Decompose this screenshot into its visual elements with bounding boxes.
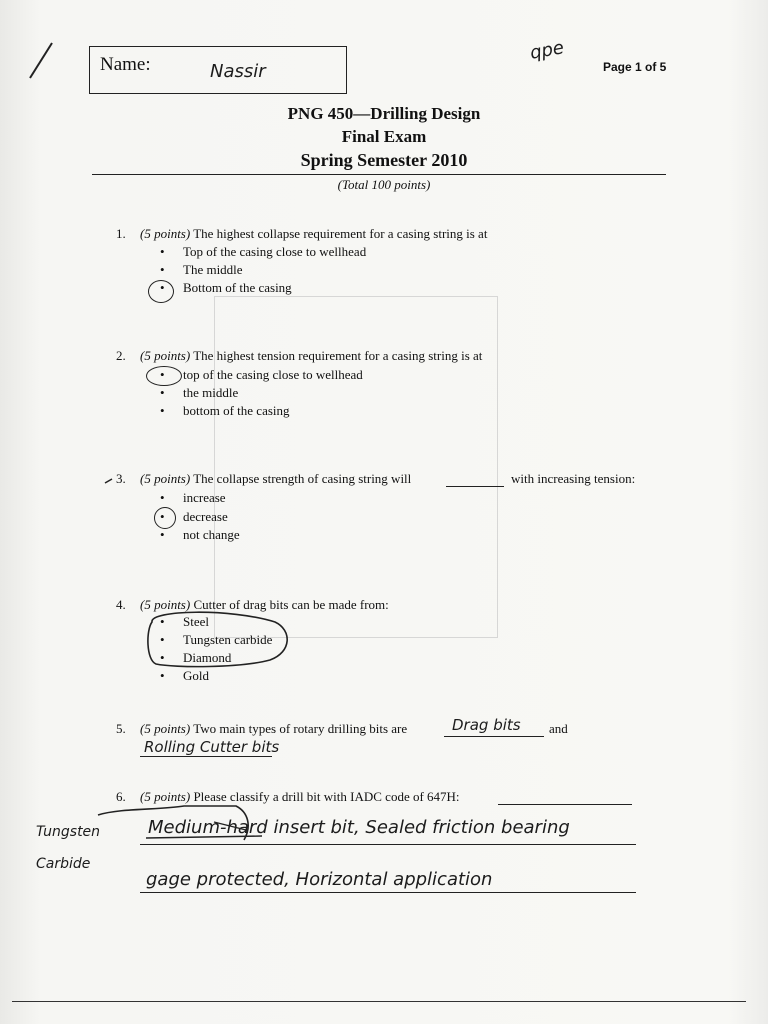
question-3-option-2: decrease xyxy=(183,509,228,524)
footer-rule xyxy=(12,1001,746,1002)
student-name: Nassir xyxy=(210,61,266,82)
page-number: Page 1 of 5 xyxy=(603,60,667,74)
question-1-option-3: Bottom of the casing xyxy=(183,280,292,295)
margin-note-carbide: Carbide xyxy=(36,856,91,872)
bullet: • xyxy=(160,632,165,647)
question-1-option-2: The middle xyxy=(183,262,243,277)
question-4-option-1: Steel xyxy=(183,614,209,629)
question-4-option-2: Tungsten carbide xyxy=(183,632,273,647)
question-4-option-4: Gold xyxy=(183,668,209,683)
grader-initials: qpe xyxy=(528,37,566,64)
question-5-text-after: and xyxy=(549,721,568,736)
question-5-answer-1: Drag bits xyxy=(452,716,521,734)
question-6-number: 6. xyxy=(116,789,126,804)
bullet: • xyxy=(160,244,165,259)
question-2-option-3: bottom of the casing xyxy=(183,403,290,418)
exam-title: Final Exam xyxy=(341,127,427,146)
name-label: Name: xyxy=(100,54,151,75)
bullet: • xyxy=(160,280,165,295)
bullet: • xyxy=(160,403,165,418)
question-1-text: The highest collapse requirement for a casing string is at xyxy=(193,226,488,241)
q3-tick-mark xyxy=(105,479,112,483)
bullet: • xyxy=(160,668,165,683)
semester-title: Spring Semester 2010 xyxy=(300,150,468,170)
bullet: • xyxy=(160,262,165,277)
check-slash-mark xyxy=(30,43,52,78)
question-3-number: 3. xyxy=(116,471,126,486)
q6-answer-bracket xyxy=(98,806,248,840)
bullet: • xyxy=(160,509,165,524)
bullet: • xyxy=(160,650,165,665)
question-5-answer-2: Rolling Cutter bits xyxy=(144,738,280,756)
question-5-text: Two main types of rotary drilling bits are xyxy=(193,721,408,736)
question-5-number: 5. xyxy=(116,721,126,736)
bullet: • xyxy=(160,527,165,542)
margin-note-tungsten: Tungsten xyxy=(36,824,101,840)
question-1-number: 1. xyxy=(116,226,126,241)
q6-strikeout xyxy=(214,822,246,830)
question-6-text: Please classify a drill bit with IADC code of 647H: xyxy=(193,789,460,804)
bullet: • xyxy=(160,385,165,400)
question-3-option-3: not change xyxy=(183,527,240,542)
question-4-option-3: Diamond xyxy=(183,650,232,665)
question-2-points: (5 points) xyxy=(140,348,191,363)
course-title: PNG 450—Drilling Design xyxy=(287,104,481,123)
question-1-points: (5 points) xyxy=(140,226,191,241)
question-3-option-1: increase xyxy=(183,490,226,505)
bullet: • xyxy=(160,367,165,382)
question-6-answer-line-2: gage protected, Horizontal application xyxy=(146,869,493,890)
question-3-text-after: with increasing tension: xyxy=(511,471,636,486)
question-4-text: Cutter of drag bits can be made from: xyxy=(193,597,389,612)
question-4-number: 4. xyxy=(116,597,126,612)
question-2-number: 2. xyxy=(116,348,126,363)
q4-answer-loop xyxy=(148,612,287,666)
question-2-option-1: top of the casing close to wellhead xyxy=(183,367,363,382)
question-2-text: The highest tension requirement for a casing string is at xyxy=(193,348,483,363)
bullet: • xyxy=(160,614,165,629)
question-5-points: (5 points) xyxy=(140,721,191,736)
question-3-points: (5 points) xyxy=(140,471,191,486)
question-1-option-1: Top of the casing close to wellhead xyxy=(183,244,367,259)
question-4-points: (5 points) xyxy=(140,597,191,612)
total-points: (Total 100 points) xyxy=(337,177,431,192)
question-3-text: The collapse strength of casing string will xyxy=(193,471,412,486)
bullet: • xyxy=(160,490,165,505)
question-6-points: (5 points) xyxy=(140,789,191,804)
question-6-answer-line-1: Medium-hard insert bit, Sealed friction bearing xyxy=(148,817,570,838)
question-2-option-2: the middle xyxy=(183,385,239,400)
